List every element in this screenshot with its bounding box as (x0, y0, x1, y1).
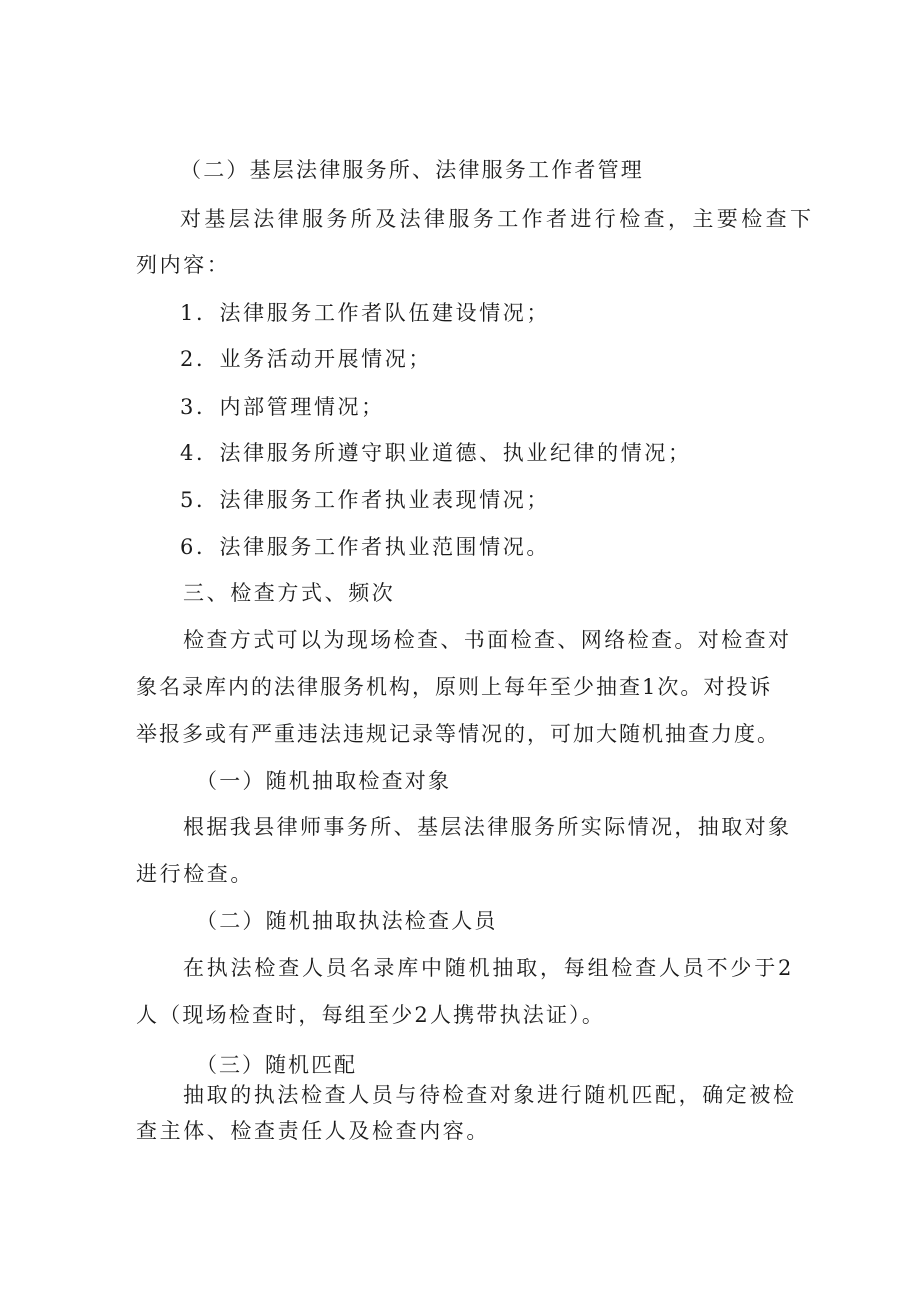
paragraph-line: 检查方式可以为现场检查、书面检查、网络检查。对检查对 (183, 628, 792, 652)
list-item: 5．法律服务工作者执业表现情况； (180, 488, 550, 512)
list-item: 2．业务活动开展情况； (180, 347, 432, 371)
paragraph-line: 列内容： (136, 253, 231, 277)
subsection-heading-random-inspectors: （二）随机抽取执法检查人员 (196, 909, 498, 933)
section-heading-inspection-method: 三、检查方式、频次 (183, 581, 396, 605)
paragraph-line: 象名录库内的法律服务机构，原则上每年至少抽查1次。对投诉 (136, 675, 773, 699)
paragraph-line: 查主体、检查责任人及检查内容。 (136, 1119, 490, 1143)
list-item: 4．法律服务所遵守职业道德、执业纪律的情况； (180, 441, 692, 465)
paragraph-line: 在执法检查人员名录库中随机抽取，每组检查人员不少于2 (183, 956, 795, 980)
list-item: 1．法律服务工作者队伍建设情况； (180, 301, 550, 325)
paragraph-line: 对基层法律服务所及法律服务工作者进行检查，主要检查下 (180, 207, 815, 231)
list-item: 3．内部管理情况； (180, 395, 385, 419)
paragraph-line: 举报多或有严重违法违规记录等情况的，可加大随机抽查力度。 (136, 722, 780, 746)
paragraph-line: 抽取的执法检查人员与待检查对象进行随机匹配，确定被检 (183, 1083, 797, 1107)
subsection-heading-random-objects: （一）随机抽取检查对象 (196, 769, 452, 793)
paragraph-line: 根据我县律师事务所、基层法律服务所实际情况，抽取对象 (183, 815, 792, 839)
list-item: 6．法律服务工作者执业范围情况。 (180, 535, 550, 559)
paragraph-line: 进行检查。 (136, 862, 254, 886)
paragraph-line: 人（现场检查时，每组至少2人携带执法证）。 (136, 1003, 606, 1027)
subsection-heading-grassroots-legal-service: （二）基层法律服务所、法律服务工作者管理 (180, 158, 644, 182)
subsection-heading-random-matching: （三）随机匹配 (196, 1053, 357, 1077)
